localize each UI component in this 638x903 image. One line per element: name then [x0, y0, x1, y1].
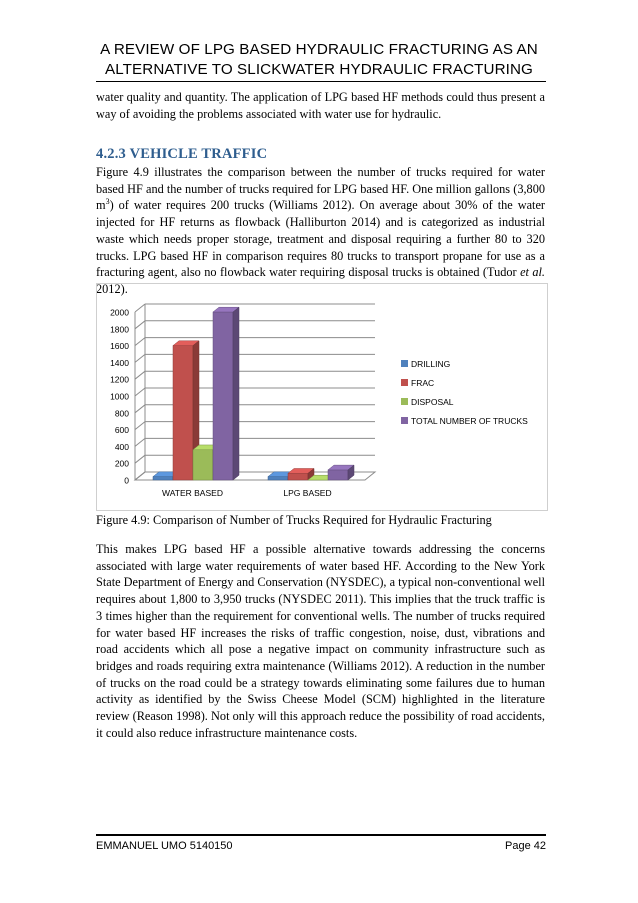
side-gridline-6: [135, 371, 145, 379]
side-gridline-5: [135, 388, 145, 396]
bar-0-0: [153, 477, 173, 480]
x-tick-label-1: LPG BASED: [283, 488, 332, 498]
legend-label-0: DRILLING: [411, 359, 451, 369]
side-gridline-8: [135, 338, 145, 346]
superscript-3: 3: [105, 197, 110, 207]
footer-author: EMMANUEL UMO 5140150: [96, 840, 233, 852]
para1-italic: et al.: [520, 265, 545, 280]
bar-0-1: [268, 477, 288, 480]
intro-paragraph: water quality and quantity. The application of LPG based HF methods could thus present a way of avoiding the problems associated with water use for hydraulic.: [96, 90, 545, 121]
y-tick-label-8: 1600: [110, 341, 129, 352]
header-rule: [96, 81, 546, 82]
y-tick-label-1: 200: [114, 458, 129, 469]
header-line-2: ALTERNATIVE TO SLICKWATER HYDRAULIC FRACTURING: [105, 61, 533, 78]
truck-comparison-chart: [96, 283, 548, 511]
side-gridline-2: [135, 438, 145, 446]
legend-swatch-0: [401, 360, 408, 367]
x-tick-label-0: WATER BASED: [162, 488, 223, 498]
para1-part-a: Figure 4.9 illustrates the comparison between the number of trucks required for water based HF and the number of trucks required for LPG based HF. One million gallons (3,800 m: [96, 165, 545, 213]
side-gridline-4: [135, 405, 145, 413]
footer-rule: [96, 834, 546, 836]
header-line-1: A REVIEW OF LPG BASED HYDRAULIC FRACTURING AS AN: [100, 41, 538, 58]
y-tick-label-6: 1200: [110, 374, 129, 385]
bar-1-1: [288, 473, 308, 480]
y-tick-label-2: 400: [114, 441, 129, 452]
body-paragraph-2: This makes LPG based HF a possible alternative towards addressing the concerns associated with large water requirements of water based HF. According to the New York State Department of Energy and Conservation (NYSDEC), a typical non-conventional well requires about 1,800 to 3,950 trucks (NYSDEC 2011). This implies that the truck traffic is 3 times higher than the requirement for conventional wells. The number of trucks required for water based HF increases the risks of traffic congestion, noise, dust, vibrations and road accidents which all pose a negative impact on community infrastructure such as bridges and roads requiring extra maintenance (Williams 2012). A reduction in the number of trucks on the road could be a strategy towards eliminating some failures due to human activity as identified by the Swiss Cheese Model (SCM) highlighted in the literature review (Reason 1998). Not only will this approach reduce the possibility of road accidents, it could also reduce infrastructure maintenance costs.: [96, 542, 545, 740]
side-gridline-7: [135, 354, 145, 362]
bar-3-0: [213, 312, 233, 480]
bar-2-0: [193, 450, 213, 480]
side-gridline-1: [135, 455, 145, 463]
para1-part-c: 2012).: [96, 281, 128, 296]
y-tick-label-4: 800: [114, 408, 129, 419]
section-heading: 4.2.3 VEHICLE TRAFFIC: [96, 146, 268, 162]
side-gridline-9: [135, 321, 145, 329]
legend-swatch-3: [401, 417, 408, 424]
y-tick-label-3: 600: [114, 425, 129, 436]
y-tick-label-0: 0: [124, 475, 129, 486]
chart-svg: [96, 281, 547, 510]
y-tick-label-9: 1800: [110, 324, 129, 335]
y-tick-label-7: 1400: [110, 357, 129, 368]
side-gridline-10: [135, 304, 145, 312]
legend-label-2: DISPOSAL: [411, 397, 454, 407]
side-gridline-3: [135, 422, 145, 430]
bar-3-1: [328, 470, 348, 480]
footer-page-number: Page 42: [505, 840, 546, 852]
legend-label-3: TOTAL NUMBER OF TRUCKS: [411, 416, 528, 426]
y-tick-label-5: 1000: [110, 391, 129, 402]
running-header: [0, 40, 638, 80]
legend-swatch-1: [401, 379, 408, 386]
legend-swatch-2: [401, 398, 408, 405]
y-tick-label-10: 2000: [110, 307, 129, 318]
bar-1-0: [173, 346, 193, 480]
legend-label-1: FRAC: [411, 378, 435, 388]
para1-part-b: ) of water requires 200 trucks (Williams 2012). On average about 30% of the water injected for HF returns as flowback (Halliburton 2014) and is categorized as industrial waste which needs proper storage, treatment and disposal requiring a further 80 to 320 trucks. LPG based HF in comparison requires 80 trucks to transport propane for use as a fracturing agent, also no flowback water requiring disposal trucks is obtained (Tudor: [96, 198, 545, 280]
section-paragraph-1: [96, 164, 545, 298]
figure-caption: Figure 4.9: Comparison of Number of Trucks Required for Hydraulic Fracturing: [96, 513, 492, 527]
bar-side-3-0: [233, 307, 239, 480]
